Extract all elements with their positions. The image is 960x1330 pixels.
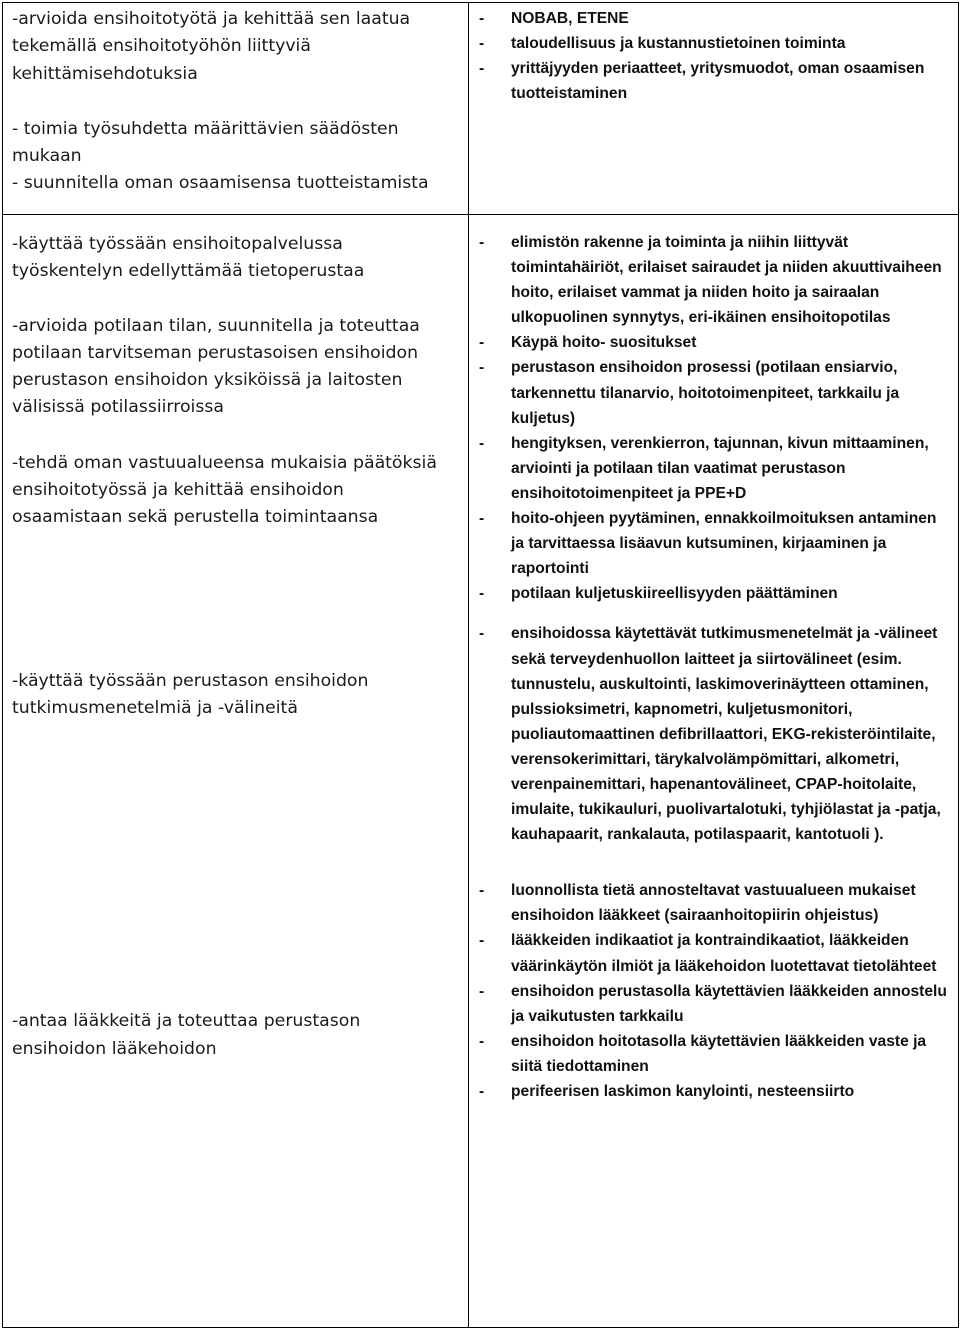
competence-text: -tehdä oman vastuualueensa mukaisia päätöksiä ensihoitotyössä ja kehittää ensihoidon osaamistaan sekä perustella toimintaansa (12, 452, 437, 528)
competence-text: -arvioida potilaan tilan, suunnitella ja toteuttaa potilaan tarvitseman perustasoisen ensihoidon perustason ensihoidon yksiköissä ja laitosten välisissä potilassiirroissa (12, 315, 420, 418)
content-list (475, 621, 948, 847)
content-cell (469, 215, 959, 1328)
competence-text: -antaa lääkkeitä ja toteuttaa perustason ensihoidon lääkehoidon (12, 1011, 361, 1059)
competence-text: - suunnitella oman osaamisensa tuotteistamista (12, 173, 429, 194)
competence-text: -arvioida ensihoitotyötä ja kehittää sen laatua tekemällä ensihoitotyöhön liittyviä kehittämisehdotuksia (12, 9, 411, 84)
table-row (3, 215, 959, 1328)
list-item: - taloudellisuus ja kustannustietoinen toiminta (475, 31, 948, 56)
content-list (475, 230, 948, 606)
list-item: - luonnollista tietä annosteltavat vastuualueen mukaiset ensihoidon lääkkeet (sairaanhoitopiirin ohjeistus) (475, 878, 948, 928)
list-item: - yrittäjyyden periaatteet, yritysmuodot, oman osaamisen tuotteistaminen (475, 56, 948, 106)
list-item: - hoito-ohjeen pyytäminen, ennakkoilmoituksen antaminen ja tarvittaessa lisäavun kutsuminen, kirjaaminen ja raportointi (475, 506, 948, 581)
list-item: - NOBAB, ETENE (475, 6, 948, 31)
list-item: - perifeerisen laskimon kanylointi, nesteensiirto (475, 1079, 948, 1104)
competence-cell (3, 3, 469, 215)
list-item: - perustason ensihoidon prosessi (potilaan ensiarvio, tarkennettu tilanarvio, hoitotoimenpiteet, tarkkailu ja kuljetus) (475, 355, 948, 430)
competence-text: -käyttää työssään ensihoitopalvelussa työskentelyn edellyttämää tietoperustaa (12, 234, 365, 282)
list-item: - hengityksen, verenkierron, tajunnan, kivun mittaaminen, arviointi ja potilaan tilan vaatimat perustason ensihoitotoimenpiteet ja PPE+D (475, 431, 948, 506)
curriculum-table (2, 2, 959, 1328)
content-list (475, 878, 948, 1104)
list-item: - ensihoidossa käytettävät tutkimusmenetelmät ja -välineet sekä terveydenhuollon laitteet ja siirtovälineet (esim. tunnustelu, auskultointi, laskimoverinäytteen ottaminen, pulssioksimetri, kapnometri, kuljetusmonitori, puoliautomaattinen defibrillaattori, EKG-rekisteröintilaite, verensokerimittari, tärykalvolämpömittari, alkometri, verenpainemittari, hapenantovälineet, CPAP-hoitolaite, imulaite, tukikauluri, puolivartalotuki, tyhjiölastat ja -patja, kauhapaarit, rankalauta, potilaspaarit, kantotuoli ). (475, 621, 948, 847)
list-item: - Käypä hoito- suositukset (475, 330, 948, 355)
table-row (3, 3, 959, 215)
content-cell (469, 3, 959, 215)
list-item: - lääkkeiden indikaatiot ja kontraindikaatiot, lääkkeiden väärinkäytön ilmiöt ja lääkehoidon luotettavat tietolähteet (475, 928, 948, 978)
list-item: - ensihoidon hoitotasolla käytettävien lääkkeiden vaste ja siitä tiedottaminen (475, 1029, 948, 1079)
content-list (475, 6, 948, 106)
list-item: - ensihoidon perustasolla käytettävien lääkkeiden annostelu ja vaikutusten tarkkailu (475, 979, 948, 1029)
list-item: - potilaan kuljetuskiireellisyyden päättäminen (475, 581, 948, 606)
list-item: - elimistön rakenne ja toiminta ja niihin liittyvät toimintahäiriöt, erilaiset sairaudet ja niiden akuuttivaiheen hoito, erilaiset vammat ja niiden hoito ja sairaalan ulkopuolinen synnytys, eri-ikäinen ensihoitopotilas (475, 230, 948, 330)
competence-text: -käyttää työssään perustason ensihoidon tutkimusmenetelmiä ja -välineitä (12, 670, 369, 718)
competence-text: - toimia työsuhdetta määrittävien säädösten mukaan (12, 118, 399, 167)
competence-cell (3, 215, 469, 1328)
